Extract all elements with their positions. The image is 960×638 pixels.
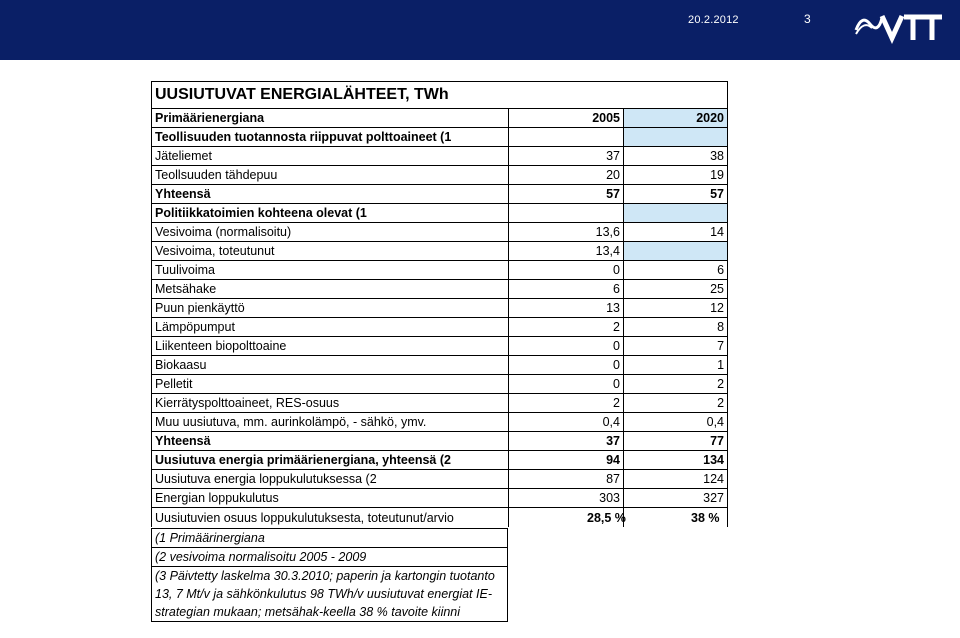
table-row (152, 356, 728, 375)
row-label: Liikenteen biopolttoaine (152, 337, 509, 356)
value-2005: 0,4 (509, 413, 624, 432)
table-row (152, 375, 728, 394)
value-2020: 14 (624, 223, 728, 242)
value-2005: 13,6 (509, 223, 624, 242)
value-2020: 57 (624, 185, 728, 204)
value-2005: 87 (509, 470, 624, 489)
value-2005: 0 (509, 356, 624, 375)
value-2005: 2 (509, 394, 624, 413)
value-2005: 57 (509, 185, 624, 204)
value-2020: 7 (624, 337, 728, 356)
footnote-3: (3 Päivtetty laskelma 30.3.2010; paperin ja kartongin tuotanto 13, 7 Mt/v ja sähkönkulutus 98 TWh/v uusiutuvat energiat IE-strategian mukaan; metsähak-keella 38 % tavoite kiinni (152, 567, 508, 622)
table-row (152, 337, 728, 356)
value-2005: 94 (509, 451, 624, 470)
row-label: Muu uusiutuva, mm. aurinkolämpö, - sähkö, ymv. (152, 413, 509, 432)
table-row (152, 299, 728, 318)
vtt-logo-icon (852, 8, 944, 44)
row-label: Jäteliemet (152, 147, 509, 166)
value-2005: 37 (509, 147, 624, 166)
value-2020: 25 (624, 280, 728, 299)
value-2005: 0 (509, 337, 624, 356)
row-label: Vesivoima, toteutunut (152, 242, 509, 261)
table-row (152, 394, 728, 413)
value-2020: 327 (624, 489, 728, 508)
value-2005: 13,4 (509, 242, 624, 261)
value-2020: 0,4 (624, 413, 728, 432)
row-label: Teollsuuden tähdepuu (152, 166, 509, 185)
value-2020: 6 (624, 261, 728, 280)
table-title: UUSIUTUVAT ENERGIALÄHTEET, TWh (152, 82, 728, 109)
value-2005 (509, 204, 624, 223)
value-2020 (624, 204, 728, 223)
row-label: Politiikkatoimien kohteena olevat (1 (152, 204, 509, 223)
row-label: Uusiutuva energia loppukulutuksessa (2 (152, 470, 509, 489)
row-label: Puun pienkäyttö (152, 299, 509, 318)
table-row (152, 109, 728, 128)
row-label: Energian loppukulutus (152, 489, 509, 508)
value-2005 (509, 128, 624, 147)
value-2020: 2 (624, 394, 728, 413)
footnote-2: (2 vesivoima normalisoitu 2005 - 2009 (152, 548, 508, 567)
table-row (152, 280, 728, 299)
value-2005: 303 (509, 489, 624, 508)
value-2005: 20 (509, 166, 624, 185)
table-row (152, 223, 728, 242)
renewable-share-row (151, 509, 727, 528)
table-row (152, 489, 728, 508)
value-2005: 37 (509, 432, 624, 451)
value-2005: 6 (509, 280, 624, 299)
value-2020: 2020 (624, 109, 728, 128)
value-2020: 8 (624, 318, 728, 337)
table-row (152, 451, 728, 470)
value-2020: 77 (624, 432, 728, 451)
table-row (152, 147, 728, 166)
slide-date: 20.2.2012 (688, 14, 739, 26)
slide-header-bar (0, 0, 960, 60)
value-2005: 2 (509, 318, 624, 337)
renewable-energy-table (151, 81, 728, 527)
value-2020: 12 (624, 299, 728, 318)
table-row (152, 432, 728, 451)
row-label: Biokaasu (152, 356, 509, 375)
row-label: Yhteensä (152, 432, 509, 451)
row-label: Kierrätyspolttoaineet, RES-osuus (152, 394, 509, 413)
footnote-1: (1 Primäärinergiana (152, 529, 508, 548)
value-2005: 0 (509, 261, 624, 280)
value-2020: 38 (624, 147, 728, 166)
value-2020: 19 (624, 166, 728, 185)
value-2005: 13 (509, 299, 624, 318)
table-row (152, 318, 728, 337)
table-row (152, 242, 728, 261)
row-label: Primäärienergiana (152, 109, 509, 128)
slide-page-number: 3 (804, 12, 811, 26)
share-label: Uusiutuvien osuus loppukulutuksesta, toteutunut/arvio (155, 511, 454, 525)
value-2005: 0 (509, 375, 624, 394)
row-label: Vesivoima (normalisoitu) (152, 223, 509, 242)
row-label: Yhteensä (152, 185, 509, 204)
row-label: Tuulivoima (152, 261, 509, 280)
row-label: Pelletit (152, 375, 509, 394)
table-row (152, 261, 728, 280)
value-2020: 134 (624, 451, 728, 470)
row-label: Uusiutuva energia primäärienergiana, yhteensä (2 (152, 451, 509, 470)
share-value-2020: 38 % (691, 511, 720, 525)
table-row (152, 413, 728, 432)
value-2020 (624, 128, 728, 147)
table-row (152, 166, 728, 185)
row-label: Metsähake (152, 280, 509, 299)
table-row (152, 470, 728, 489)
value-2020: 1 (624, 356, 728, 375)
value-2020: 2 (624, 375, 728, 394)
share-value-2005: 28,5 % (587, 511, 626, 525)
value-2020 (624, 242, 728, 261)
footnotes-box (151, 528, 508, 622)
table-row (152, 128, 728, 147)
value-2005: 2005 (509, 109, 624, 128)
table-row (152, 185, 728, 204)
value-2020: 124 (624, 470, 728, 489)
table-row (152, 204, 728, 223)
row-label: Teollisuuden tuotannosta riippuvat polttoaineet (1 (152, 128, 509, 147)
row-label: Lämpöpumput (152, 318, 509, 337)
